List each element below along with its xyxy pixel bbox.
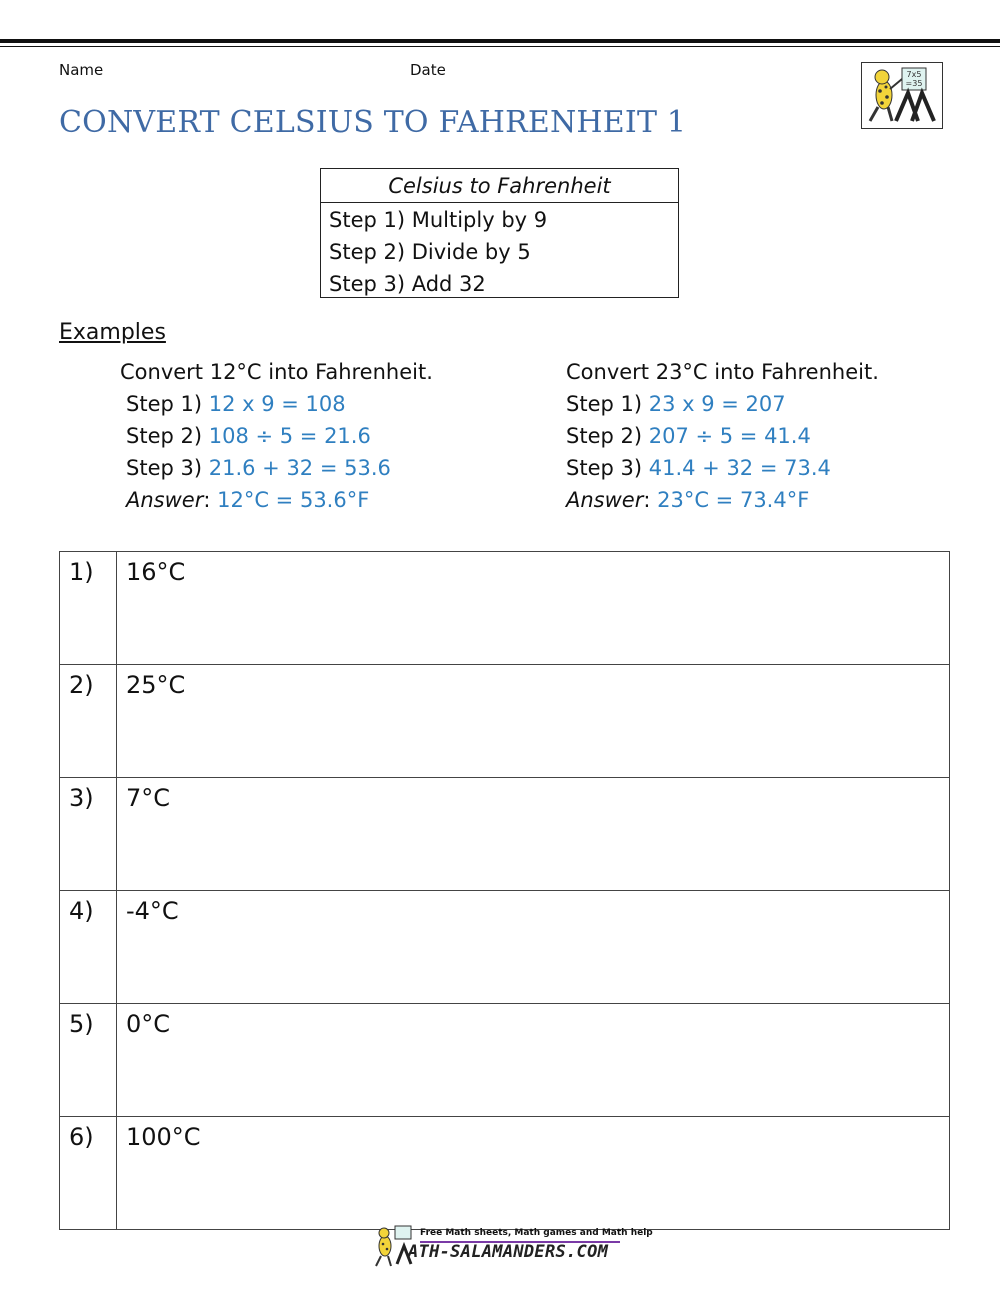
step-label: Step 3): [566, 456, 643, 480]
step-work: 12 x 9 = 108: [208, 392, 346, 416]
example-1-prompt: Convert 12°C into Fahrenheit.: [120, 360, 433, 384]
step-label: Step 3): [126, 456, 203, 480]
footer-logo[interactable]: [373, 1224, 653, 1268]
step-label: Step 1): [126, 392, 203, 416]
question-value[interactable]: 100°C: [117, 1117, 950, 1230]
questions-table: [59, 551, 950, 1230]
table-row: [60, 1117, 950, 1230]
example-2: [566, 356, 879, 516]
answer-label: Answer: [126, 488, 204, 512]
method-step-2: Step 2) Divide by 5: [329, 240, 531, 264]
question-number: 6): [60, 1117, 117, 1230]
question-number: 5): [60, 1004, 117, 1117]
footer-tagline: Free Math sheets, Math games and Math help: [420, 1228, 653, 1238]
example-1-answer: Answer: 12°C = 53.6°F: [126, 488, 370, 512]
example-1-step-1: [120, 388, 433, 420]
question-value[interactable]: 0°C: [117, 1004, 950, 1117]
footer-site-name: ATH-SALAMANDERS.COM: [408, 1242, 609, 1262]
step-label: Step 1): [566, 392, 643, 416]
method-box-heading: Celsius to Fahrenheit: [321, 169, 678, 203]
example-2-step-2: [566, 420, 879, 452]
question-number: 2): [60, 665, 117, 778]
example-1-step-3: [120, 452, 433, 484]
question-number: 4): [60, 891, 117, 1004]
step-work: 108 ÷ 5 = 21.6: [208, 424, 371, 448]
page-title: CONVERT CELSIUS TO FAHRENHEIT 1: [59, 105, 687, 140]
table-row: [60, 665, 950, 778]
method-box: [320, 168, 679, 298]
name-label: Name: [59, 61, 104, 79]
step-work: 41.4 + 32 = 73.4: [648, 456, 831, 480]
question-value[interactable]: 7°C: [117, 778, 950, 891]
example-2-answer: Answer: 23°C = 73.4°F: [566, 488, 810, 512]
question-number: 1): [60, 552, 117, 665]
footer-salamander-icon: [373, 1224, 413, 1268]
answer-value: 12°C = 53.6°F: [217, 488, 370, 512]
salamander-icon: [862, 63, 942, 128]
step-label: Step 2): [126, 424, 203, 448]
step-work: 21.6 + 32 = 53.6: [208, 456, 391, 480]
logo-board-bottom: =35: [905, 79, 923, 88]
step-label: Step 2): [566, 424, 643, 448]
step-work: 207 ÷ 5 = 41.4: [648, 424, 811, 448]
question-value[interactable]: 16°C: [117, 552, 950, 665]
table-row: [60, 778, 950, 891]
question-value[interactable]: -4°C: [117, 891, 950, 1004]
method-step-3: Step 3) Add 32: [329, 272, 486, 296]
step-work: 23 x 9 = 207: [648, 392, 786, 416]
example-2-prompt: Convert 23°C into Fahrenheit.: [566, 360, 879, 384]
method-step-1: Step 1) Multiply by 9: [329, 208, 548, 232]
logo-board-top: 7x5: [906, 70, 922, 79]
table-row: [60, 891, 950, 1004]
question-number: 3): [60, 778, 117, 891]
examples-heading: Examples: [59, 320, 166, 345]
top-rule-thick: [0, 39, 1000, 43]
answer-value: 23°C = 73.4°F: [657, 488, 810, 512]
table-row: [60, 1004, 950, 1117]
question-value[interactable]: 25°C: [117, 665, 950, 778]
answer-label: Answer: [566, 488, 644, 512]
top-rule-thin: [0, 46, 1000, 47]
example-1: [120, 356, 433, 516]
table-row: [60, 552, 950, 665]
example-2-step-3: [566, 452, 879, 484]
example-1-step-2: [120, 420, 433, 452]
salamander-logo: [861, 62, 943, 129]
date-label: Date: [410, 61, 446, 79]
example-2-step-1: [566, 388, 879, 420]
